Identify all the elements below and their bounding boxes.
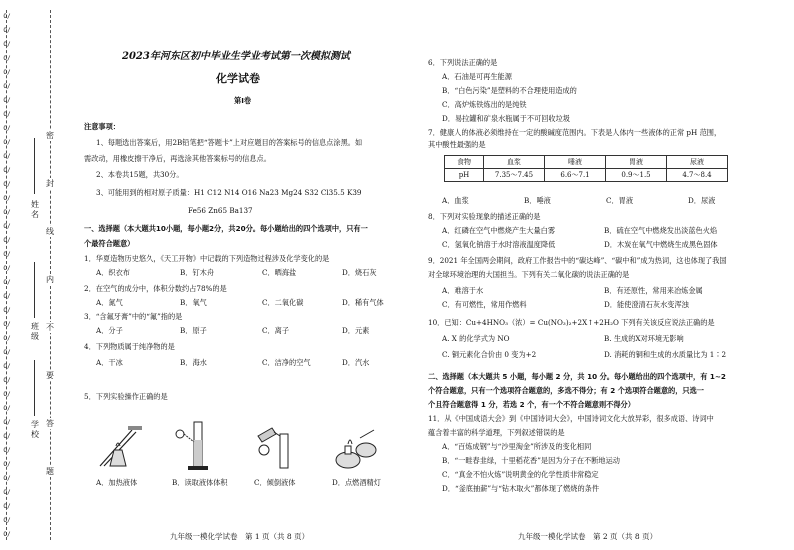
ph-header-cell: 唾液 — [545, 156, 606, 169]
binding-mark: O/ — [3, 391, 11, 398]
q8-option-b[interactable]: B．硫在空气中燃烧发出淡蓝色火焰 — [604, 226, 718, 235]
binding-mark: O/ — [3, 321, 11, 328]
seal-char: 答 — [46, 419, 54, 428]
seal-char: 不 — [46, 323, 54, 332]
ph-table — [444, 155, 728, 182]
q5-option-b[interactable]: B．读取液体体积 — [172, 478, 228, 487]
q8-option-c[interactable]: C．氢氧化钠溶于水时溶液温度降低 — [442, 240, 556, 249]
notes-heading: 注意事项： — [84, 122, 120, 131]
q3-option-d[interactable]: D．元素 — [342, 326, 370, 335]
binding-mark: O/ — [3, 279, 11, 286]
q9-option-a[interactable]: A．难溶于水 — [442, 286, 484, 295]
seal-char: 封 — [46, 179, 54, 188]
binding-mark: O/ — [3, 13, 11, 20]
q10-option-a[interactable]: A. X 的化学式为 NO — [442, 334, 510, 343]
binding-mark: O/ — [3, 433, 11, 440]
q2-option-a[interactable]: A．氮气 — [96, 298, 123, 307]
binding-mark: O/ — [3, 97, 11, 104]
q7-option-a[interactable]: A．血浆 — [442, 196, 469, 205]
q3-stem: 3．“含氟牙膏”中的“氟”指的是 — [84, 312, 183, 321]
q6-option-b[interactable]: B．“白色污染”是塑料的不合理使用造成的 — [442, 86, 577, 95]
seal-char: 线 — [46, 227, 54, 236]
q11-option-c[interactable]: C．“真金不怕火炼”说明黄金的化学性质非常稳定 — [442, 470, 599, 479]
ph-header-cell: 尿液 — [667, 156, 728, 169]
q8-option-d[interactable]: D．木炭在氧气中燃烧生成黑色固体 — [604, 240, 718, 249]
q11-stem-2: 蕴含着丰富的科学道理，下列叙述错误的是 — [428, 428, 565, 437]
school-label: 学校 — [31, 420, 39, 439]
subject-title: 化学试卷 — [216, 72, 260, 85]
q11-stem-1: 11．从《中国成语大会》到《中国诗词大会》，中国诗词文化大放异彩，很多成语、诗词中 — [428, 414, 714, 423]
footer-right: 九年级一模化学试卷 第 2 页（共 8 页） — [518, 532, 658, 541]
lighting-alcohol-lamp-figure — [330, 420, 386, 472]
q6-stem: 6．下列说法正确的是 — [428, 58, 498, 67]
binding-mark: O/ — [3, 111, 11, 118]
q5-option-a[interactable]: A．加热液体 — [96, 478, 138, 487]
binding-mark: O/ — [3, 181, 11, 188]
section1-heading-2: 个最符合题意） — [84, 239, 135, 248]
ph-table-value-row — [445, 169, 728, 182]
binding-mark: O/ — [3, 335, 11, 342]
heating-liquid-figure — [92, 420, 152, 472]
q3-option-b[interactable]: B．原子 — [180, 326, 207, 335]
q5-option-d[interactable]: D．点燃酒精灯 — [332, 478, 381, 487]
seal-char: 内 — [46, 275, 54, 284]
q10-option-b[interactable]: B. 生成的X对环境无影响 — [604, 334, 684, 343]
q4-option-b[interactable]: B．海水 — [180, 358, 207, 367]
binding-mark: O/ — [3, 209, 11, 216]
ph-header-cell: 食物 — [445, 156, 484, 169]
q7-option-d[interactable]: D．尿液 — [688, 196, 716, 205]
ph-value-cell: 6.6～7.1 — [545, 169, 606, 182]
binding-mark: O/ — [3, 237, 11, 244]
binding-mark: O/ — [3, 139, 11, 146]
ph-value-cell: 4.7～8.4 — [667, 169, 728, 182]
seal-char: 题 — [46, 467, 54, 476]
q11-option-b[interactable]: B．“一畦春韭绿，十里稻花香”是因为分子在不断地运动 — [442, 456, 620, 465]
q9-stem-1: 9．2021 年全国两会期间，政府工作报告中的“碳达峰”、“碳中和”成为热词，这也体现了我国 — [428, 256, 727, 265]
q3-option-a[interactable]: A．分子 — [96, 326, 123, 335]
exam-title: 2023年河东区初中毕业生学业考试第一次模拟测试 — [122, 51, 350, 62]
q9-option-d[interactable]: D．能使澄清石灰水变浑浊 — [604, 300, 689, 309]
binding-strip — [0, 0, 60, 550]
q9-option-c[interactable]: C．有可燃性，常用作燃料 — [442, 300, 527, 309]
q5-stem: 5．下列实验操作正确的是 — [84, 392, 168, 401]
binding-mark: O/ — [3, 503, 11, 510]
q2-option-c[interactable]: C．二氧化碳 — [262, 298, 304, 307]
reading-volume-figure — [172, 420, 222, 472]
volume-title: 第Ⅰ卷 — [234, 96, 252, 105]
pouring-liquid-figure — [252, 420, 302, 472]
q6-option-c[interactable]: C．高炉炼铁炼出的是纯铁 — [442, 100, 527, 109]
binding-mark: O/ — [3, 461, 11, 468]
seal-char: 要 — [46, 371, 54, 380]
binding-mark: O/ — [3, 517, 11, 524]
ph-header-cell: 胃液 — [606, 156, 667, 169]
q7-stem-1: 7．健康人的体液必须维持在一定的酸碱度范围内。下表是人体内一些液体的正常 pH 范围， — [428, 128, 722, 137]
name-label: 姓名 — [31, 200, 39, 219]
class-underline[interactable] — [34, 262, 35, 318]
ph-value-cell: 7.35～7.45 — [484, 169, 545, 182]
notes-line-5: Fe56 Zn65 Ba137 — [188, 206, 253, 215]
footer-left: 九年级一模化学试卷 第 1 页（共 8 页） — [170, 532, 310, 541]
q4-option-c[interactable]: C．洁净的空气 — [262, 358, 311, 367]
q1-option-c[interactable]: C．晒海盐 — [262, 268, 297, 277]
binding-mark: O/ — [3, 531, 11, 538]
name-underline[interactable] — [34, 138, 35, 194]
q1-stem: 1．华夏造物历史悠久，《天工开物》中记载的下列造物过程涉及化学变化的是 — [84, 254, 330, 263]
binding-mark: O/ — [3, 125, 11, 132]
ph-header-cell: 血浆 — [484, 156, 545, 169]
notes-line-3: 2、本卷共15题，共30分。 — [96, 170, 184, 179]
q1-option-d[interactable]: D．烧石灰 — [342, 268, 377, 277]
binding-mark: O/ — [3, 83, 11, 90]
seal-char: 密 — [46, 131, 54, 140]
q7-option-c[interactable]: C．胃液 — [606, 196, 634, 205]
class-label: 班级 — [31, 322, 39, 341]
q9-option-b[interactable]: B．有还原性，常用来冶炼金属 — [604, 286, 703, 295]
q4-option-a[interactable]: A．干冰 — [96, 358, 123, 367]
q6-option-d[interactable]: D．易拉罐和矿泉水瓶属于不可回收垃圾 — [442, 114, 570, 123]
q11-option-a[interactable]: A．“百炼成钢”与“沙里淘金”所涉及的变化相同 — [442, 442, 592, 451]
binding-mark: O/ — [3, 363, 11, 370]
q2-stem: 2．在空气的成分中，体积分数约占78%的是 — [84, 284, 227, 293]
q3-option-c[interactable]: C．离子 — [262, 326, 290, 335]
binding-mark: O/ — [3, 223, 11, 230]
q4-option-d[interactable]: D．汽水 — [342, 358, 370, 367]
binding-mark: O/ — [3, 419, 11, 426]
section2-heading-1: 二、选择题（本大题共 5 小题，每小题 2 分，共 10 分。每小题给出的四个选项中，有 1~2 — [428, 372, 726, 381]
binding-mark: O/ — [3, 293, 11, 300]
q1-option-b[interactable]: B．钉木舟 — [180, 268, 215, 277]
binding-mark: O/ — [3, 447, 11, 454]
q8-option-a[interactable]: A．红磷在空气中燃烧产生大量白雾 — [442, 226, 556, 235]
section2-heading-3: 个且符合题意得 1 分，若选 2 个，有一个不符合题意则不得分） — [428, 400, 635, 409]
binding-mark: O/ — [3, 55, 11, 62]
binding-mark: O/ — [3, 41, 11, 48]
q8-stem: 8．下列对实验现象的描述正确的是 — [428, 212, 541, 221]
binding-mark: O/ — [3, 153, 11, 160]
binding-mark: O/ — [3, 69, 11, 76]
q10-option-c[interactable]: C. 铜元素化合价由 0 变为+2 — [442, 350, 537, 359]
q6-option-a[interactable]: A．石油是可再生能源 — [442, 72, 512, 81]
ph-value-cell: pH — [445, 169, 484, 182]
q1-option-a[interactable]: A．织衣布 — [96, 268, 130, 277]
ph-table-header-row — [445, 156, 728, 169]
q2-option-d[interactable]: D．稀有气体 — [342, 298, 384, 307]
q2-option-b[interactable]: B．氧气 — [180, 298, 207, 307]
ph-value-cell: 0.9～1.5 — [606, 169, 667, 182]
binding-mark: O/ — [3, 377, 11, 384]
binding-mark: O/ — [3, 195, 11, 202]
binding-mark: O/ — [3, 167, 11, 174]
binding-mark: O/ — [3, 265, 11, 272]
q11-option-d[interactable]: D．“釜底抽薪”与“钻木取火”都体现了燃烧的条件 — [442, 484, 600, 493]
section2-heading-2: 个符合题意，只有一个选项符合题意的，多选不得分；有 2 个选项符合题意的，只选一 — [428, 386, 704, 395]
q7-stem-2: 其中酸性最强的是 — [428, 140, 486, 149]
binding-mark: O/ — [3, 307, 11, 314]
q10-option-d[interactable]: D. 消耗的铜和生成的水质量比为 1∶2 — [604, 350, 727, 359]
notes-line-4: 3、可能用到的相对原子质量：H1 C12 N14 O16 Na23 Mg24 S32 Cl35.5 K39 — [96, 188, 362, 197]
binding-mark: O/ — [3, 405, 11, 412]
binding-mark: O/ — [3, 489, 11, 496]
q10-stem: 10．已知：Cu+4HNO₃（浓）= Cu(NO₃)₂+2X↑+2H₂O 下列有关该反应说法正确的是 — [428, 318, 715, 327]
q5-option-c[interactable]: C．倾倒液体 — [254, 478, 296, 487]
school-underline[interactable] — [34, 360, 35, 416]
q4-stem: 4．下列物质属于纯净物的是 — [84, 342, 175, 351]
binding-mark: O/ — [3, 349, 11, 356]
notes-line-2: 需改动，用橡皮擦干净后，再选涂其他答案标号的信息点。 — [84, 154, 271, 163]
binding-mark: O/ — [3, 251, 11, 258]
binding-mark: O/ — [3, 475, 11, 482]
q9-stem-2: 对全球环境治理的大国担当。下列有关二氧化碳的说法正确的是 — [428, 270, 630, 279]
q7-option-b[interactable]: B．唾液 — [524, 196, 551, 205]
notes-line-1: 1、每题选出答案后，用2B铅笔把“答题卡”上对应题目的答案标号的信息点涂黑。如 — [96, 138, 363, 147]
binding-mark: O/ — [3, 27, 11, 34]
section1-heading-1: 一、选择题（本大题共10小题，每小题2分，共20分。每小题给出的四个选项中，只有一 — [84, 224, 368, 233]
